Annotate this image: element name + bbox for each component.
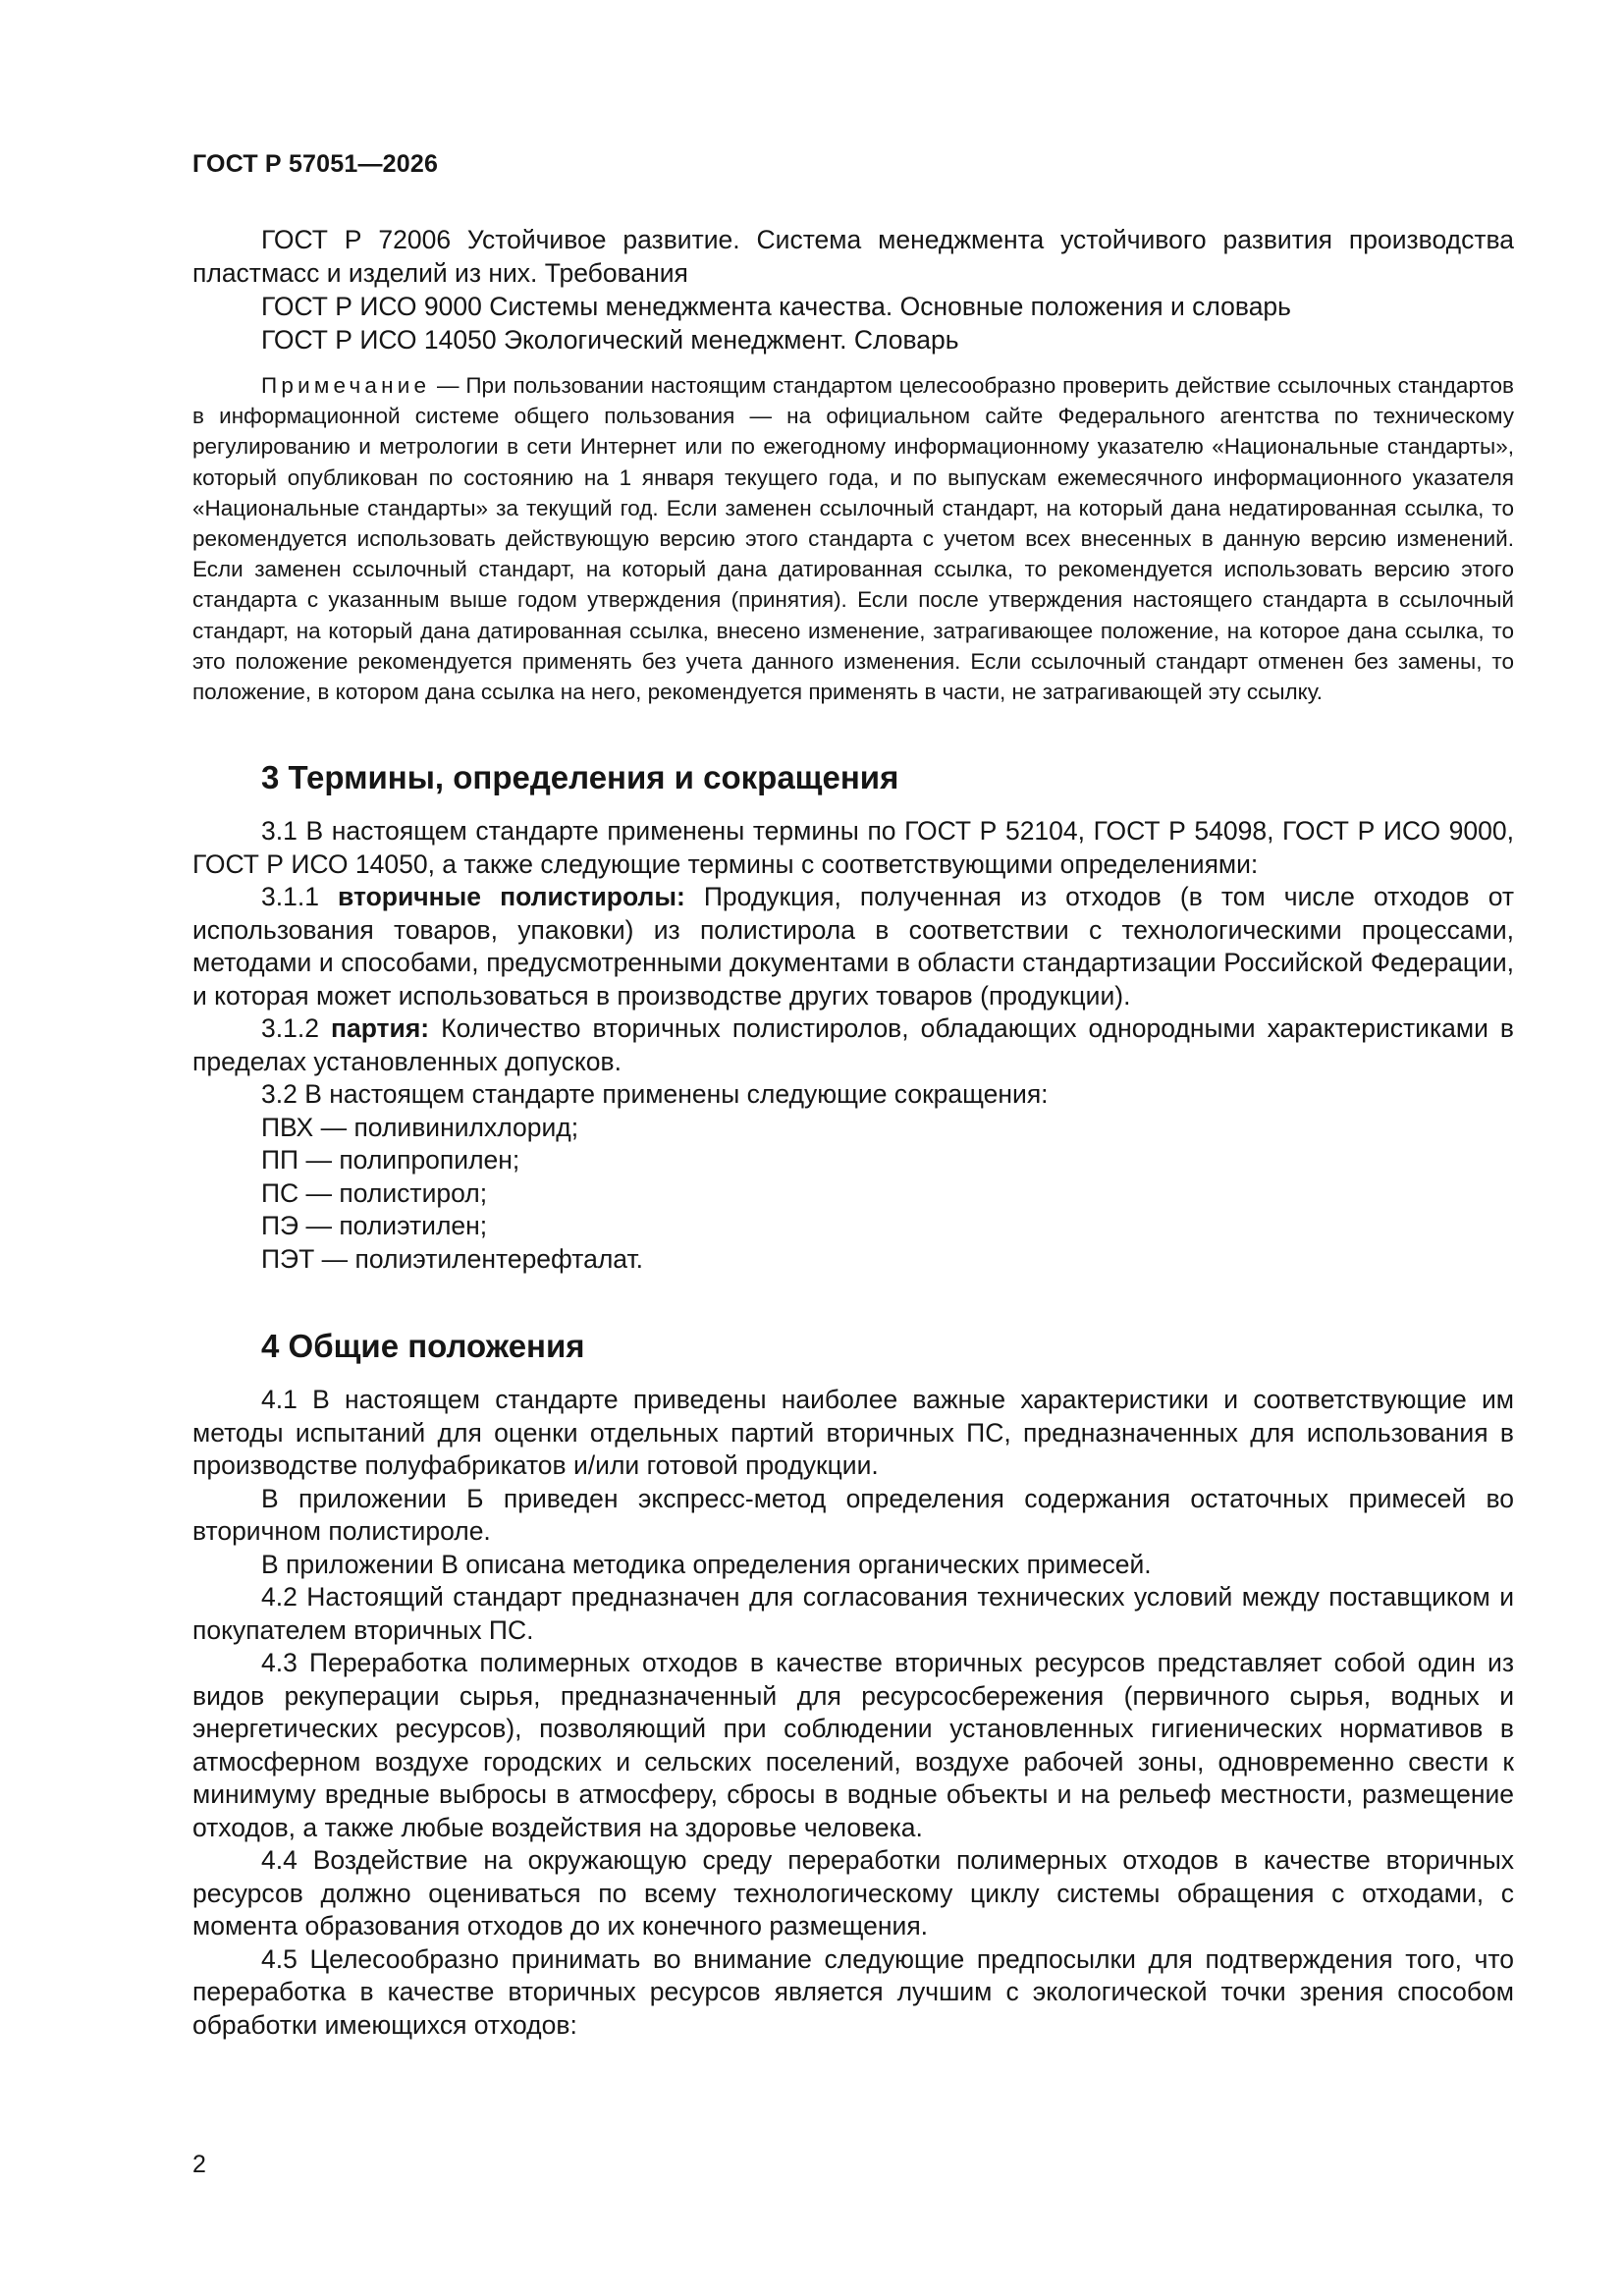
clause-number: 3.1.2 bbox=[261, 1013, 331, 1044]
note-paragraph bbox=[192, 370, 1514, 707]
annex-v-paragraph: В приложении В описана методика определения органических примесей. bbox=[261, 1549, 1152, 1579]
annex-b-paragraph: В приложении Б приведен экспресс-метод определения содержания остаточных примесей во вторичном полистироле. bbox=[192, 1483, 1514, 1547]
term-definition: Продукция, полученная из отходов (в том числе отходов от использования товаров, упаковки) из полистирола в соответствии с технологическими процессами, методами и способами, предусмотренными документами в области стандартизации Российской Федерации, и которая может использоваться в производстве других товаров (продукции). bbox=[192, 882, 1515, 1011]
document-code-header: ГОСТ Р 57051—2026 bbox=[192, 150, 439, 178]
clause-4-4: 4.4 Воздействие на окружающую среду переработки полимерных отходов в качестве вторичных ресурсов должно оцениваться по всему технологическому циклу системы обращения с отходами, с момента образования отходов до их конечного размещения. bbox=[192, 1845, 1514, 1941]
term-batch: партия: bbox=[330, 1013, 430, 1044]
abbreviation-item: ПС — полистирол; bbox=[261, 1177, 488, 1208]
term-secondary-polystyrenes: вторичные полистиролы: bbox=[338, 882, 685, 912]
note-label: Примечание bbox=[261, 373, 431, 398]
term-definition: Количество вторичных полистиролов, обладающих однородными характеристиками в пределах установленных допусков. bbox=[192, 1013, 1514, 1076]
clause-4-1: 4.1 В настоящем стандарте приведены наиболее важные характеристики и соответствующие им методы испытаний для оценки отдельных партий вторичных ПС, предназначенных для использования в производстве полуфабрикатов и/или готовой продукции. bbox=[192, 1385, 1514, 1481]
clause-4-3: 4.3 Переработка полимерных отходов в качестве вторичных ресурсов представляет собой один из видов рекуперации сырья, предназначенный для ресурсосбережения (первичного сырья, водных и энергетических ресурсов), позволяющий при соблюдении установленных гигиенических нормативов в атмосферном воздухе городских и сельских поселений, воздухе рабочей зоны, одновременно свести к минимуму вредные выбросы в атмосферу, сбросы в водные объекты и на рельеф местности, размещение отходов, а также любые воздействия на здоровье человека. bbox=[192, 1648, 1514, 1842]
clause-3-2: 3.2 В настоящем стандарте применены следующие сокращения: bbox=[261, 1079, 1049, 1110]
page-number: 2 bbox=[192, 2151, 206, 2178]
clause-3-1-1 bbox=[192, 881, 1514, 1012]
page-content bbox=[192, 224, 1514, 2042]
section-4-heading: 4 Общие положения bbox=[261, 1328, 585, 1365]
clause-4-5: 4.5 Целесообразно принимать во внимание следующие предпосылки для подтверждения того, что переработка в качестве вторичных ресурсов является лучшим с экологической точки зрения способом обработки имеющихся отходов: bbox=[192, 1943, 1514, 2040]
abbreviation-item: ПП — полипропилен; bbox=[261, 1145, 520, 1175]
abbreviation-item: ПЭ — полиэтилен; bbox=[261, 1211, 488, 1241]
reference-item: ГОСТ Р ИСО 14050 Экологический менеджмент. Словарь bbox=[261, 325, 959, 355]
reference-item: ГОСТ Р ИСО 9000 Системы менеджмента качества. Основные положения и словарь bbox=[261, 292, 1291, 321]
section-3-heading: 3 Термины, определения и сокращения bbox=[261, 759, 899, 796]
note-text: — При пользовании настоящим стандартом целесообразно проверить действие ссылочных стандартов в информационной системе общего пользования — на официальном сайте Федерального агентства по техническому регулированию и метрологии в сети Интернет или по ежегодному информационному указателю «Национальные стандарты», который опубликован по состоянию на 1 января текущего года, и по выпускам ежемесячного информационного указателя «Национальные стандарты» за текущий год. Если заменен ссылочный стандарт, на который дана недатированная ссылка, то рекомендуется использовать действующую версию этого стандарта с учетом всех внесенных в данную версию изменений. Если заменен ссылочный стандарт, на который дана датированная ссылка, то рекомендуется использовать версию этого стандарта с указанным выше годом утверждения (принятия). Если после утверждения настоящего стандарта в ссылочный стандарт, на который дана датированная ссылка, внесено изменение, затрагивающее положение, на которое дана ссылка, то это положение рекомендуется применять без учета данного изменения. Если ссылочный стандарт отменен без замены, то положение, в котором дана ссылка на него, рекомендуется применять в части, не затрагивающей эту ссылку. bbox=[192, 373, 1514, 705]
clause-3-1-2 bbox=[192, 1012, 1514, 1078]
abbreviation-item: ПВХ — поливинилхлорид; bbox=[261, 1112, 579, 1142]
clause-4-2: 4.2 Настоящий стандарт предназначен для согласования технических условий между поставщиком и покупателем вторичных ПС. bbox=[192, 1582, 1514, 1645]
clause-3-1: 3.1 В настоящем стандарте применены термины по ГОСТ Р 52104, ГОСТ Р 54098, ГОСТ Р ИСО 9000, ГОСТ Р ИСО 14050, а также следующие термины с соответствующими определениями: bbox=[192, 816, 1514, 879]
reference-item: ГОСТ Р 72006 Устойчивое развитие. Система менеджмента устойчивого развития производства пластмасс и изделий из них. Требования bbox=[192, 225, 1514, 288]
abbreviation-item: ПЭТ — полиэтилентерефталат. bbox=[261, 1243, 644, 1274]
clause-number: 3.1.1 bbox=[261, 882, 339, 912]
